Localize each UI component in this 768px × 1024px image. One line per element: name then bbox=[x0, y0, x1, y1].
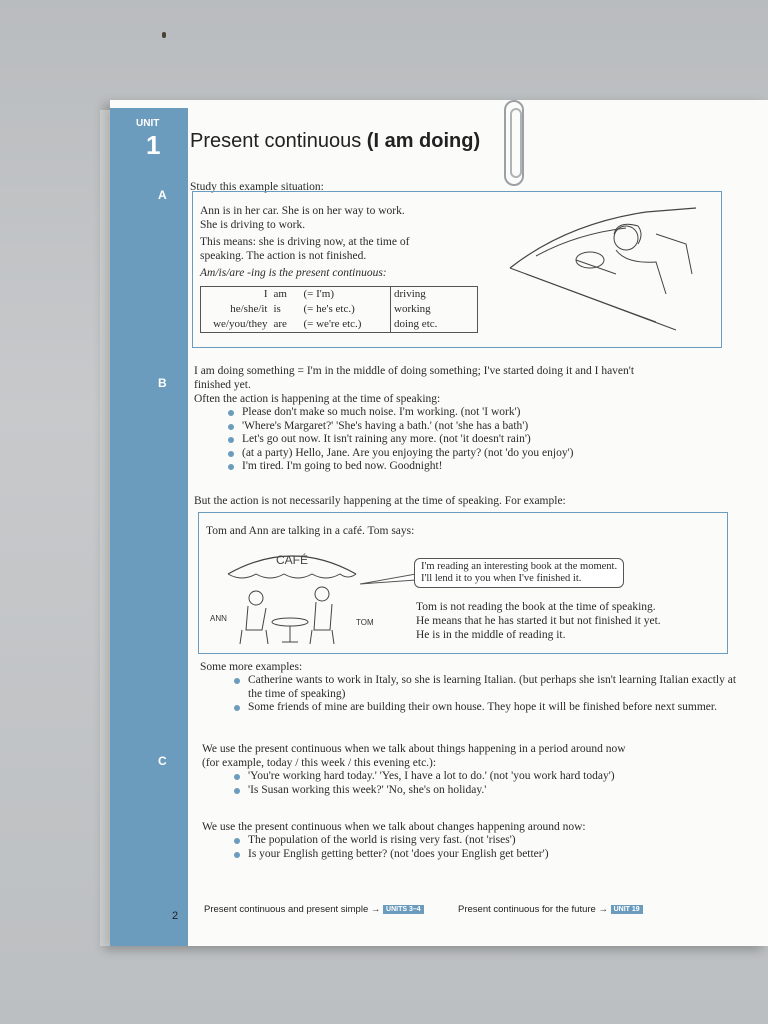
footer-link-future[interactable]: Present continuous for the future → UNIT 19 bbox=[458, 904, 643, 915]
units-tag: UNITS 3–4 bbox=[383, 905, 424, 914]
explain-line-2: He means that he has started it but not finished it yet. bbox=[416, 615, 661, 627]
list-item: I'm tired. I'm going to bed now. Goodnight! bbox=[224, 460, 573, 474]
list-item: Is your English getting better? (not 'does your English get better') bbox=[230, 848, 549, 862]
conjugation-table bbox=[200, 286, 478, 333]
section-letter-a: A bbox=[158, 188, 167, 202]
box-a-line-3: This means: she is driving now, at the time of bbox=[200, 236, 410, 248]
table-verb: is bbox=[273, 303, 281, 315]
section-c-line-3: We use the present continuous when we talk about changes happening around now: bbox=[202, 821, 586, 833]
list-item: (at a party) Hello, Jane. Are you enjoying the party? (not 'do you enjoy') bbox=[224, 447, 573, 461]
explain-line-1: Tom is not reading the book at the time of speaking. bbox=[416, 601, 656, 613]
section-letter-b: B bbox=[158, 376, 167, 390]
table-form: driving bbox=[391, 287, 478, 303]
example-list-c1 bbox=[230, 770, 615, 797]
section-c-line-1: We use the present continuous when we talk about things happening in a period around now bbox=[202, 743, 626, 755]
unit-number: 1 bbox=[146, 130, 161, 160]
label-ann: ANN bbox=[210, 614, 227, 623]
section-c-line-2: (for example, today / this week / this evening etc.): bbox=[202, 757, 437, 769]
table-contraction: (= we're etc.) bbox=[303, 318, 362, 330]
paperclip-icon bbox=[504, 100, 524, 186]
example-list-c2 bbox=[230, 834, 549, 861]
table-subject: I bbox=[263, 288, 268, 300]
speech-tail bbox=[360, 568, 416, 588]
table-verb: am bbox=[273, 288, 287, 300]
section-b-line-2: finished yet. bbox=[194, 379, 251, 391]
explain-line-3: He is in the middle of reading it. bbox=[416, 629, 566, 641]
page-title: Present continuous (I am doing) bbox=[190, 130, 481, 152]
woman-driving-illustration bbox=[506, 204, 720, 338]
table-contraction: (= I'm) bbox=[303, 288, 334, 300]
but-line: But the action is not necessarily happening at the time of speaking. For example: bbox=[194, 495, 566, 507]
cafe-illustration bbox=[222, 542, 362, 646]
table-form: working bbox=[391, 302, 478, 317]
speech-bubble bbox=[414, 558, 624, 588]
list-item: The population of the world is rising very fast. (not 'rises') bbox=[230, 834, 549, 848]
section-letter-c: C bbox=[158, 754, 167, 768]
unit-label: UNIT bbox=[136, 118, 160, 129]
speech-line-2: I'll lend it to you when I've finished it. bbox=[421, 573, 582, 584]
unit-tag: UNIT 19 bbox=[611, 905, 643, 914]
list-item: Catherine wants to work in Italy, so she is learning Italian. (but perhaps she isn't learning Italian exactly at the time of speaking) bbox=[230, 674, 740, 701]
list-item: 'You're working hard today.' 'Yes, I have a lot to do.' (not 'you work hard today') bbox=[230, 770, 615, 784]
list-item: Some friends of mine are building their own house. They hope it will be finished before next summer. bbox=[230, 701, 740, 715]
footer-link-present-simple[interactable]: Present continuous and present simple → UNITS 3–4 bbox=[204, 904, 424, 915]
box-a-line-2: She is driving to work. bbox=[200, 219, 306, 231]
list-item: Let's go out now. It isn't raining any more. (not 'it doesn't rain') bbox=[224, 433, 573, 447]
box-a-line-4: speaking. The action is not finished. bbox=[200, 250, 367, 262]
list-item: 'Where's Margaret?' 'She's having a bath.' (not 'she has a bath') bbox=[224, 420, 573, 434]
cafe-sign: CAFÉ bbox=[276, 553, 309, 567]
cafe-intro: Tom and Ann are talking in a café. Tom says: bbox=[206, 525, 415, 537]
page-number: 2 bbox=[172, 910, 179, 922]
section-b-line-3: Often the action is happening at the time of speaking: bbox=[194, 393, 441, 405]
section-b-line-1: I am doing something = I'm in the middle of doing something; I've started doing it and I haven't bbox=[194, 365, 635, 377]
table-subject: we/you/they bbox=[213, 318, 268, 330]
example-list-b bbox=[224, 406, 573, 474]
section-a-intro: Study this example situation: bbox=[190, 181, 324, 193]
list-item: Please don't make so much noise. I'm working. (not 'I work') bbox=[224, 406, 573, 420]
blue-sidebar bbox=[110, 108, 188, 946]
table-contraction: (= he's etc.) bbox=[303, 303, 355, 315]
label-tom: TOM bbox=[356, 618, 374, 627]
book-page bbox=[110, 100, 768, 946]
table-subject: he/she/it bbox=[230, 303, 268, 315]
box-a-line-5: Am/is/are -ing is the present continuous: bbox=[200, 267, 387, 279]
dust-speck bbox=[162, 32, 166, 38]
speech-line-1: I'm reading an interesting book at the moment. bbox=[421, 561, 618, 572]
table-form: doing etc. bbox=[391, 317, 478, 333]
table-verb: are bbox=[273, 318, 287, 330]
list-item: 'Is Susan working this week?' 'No, she's on holiday.' bbox=[230, 784, 615, 798]
box-a-line-1: Ann is in her car. She is on her way to work. bbox=[200, 205, 405, 217]
more-examples-intro: Some more examples: bbox=[200, 661, 303, 673]
more-examples-list bbox=[230, 674, 740, 715]
